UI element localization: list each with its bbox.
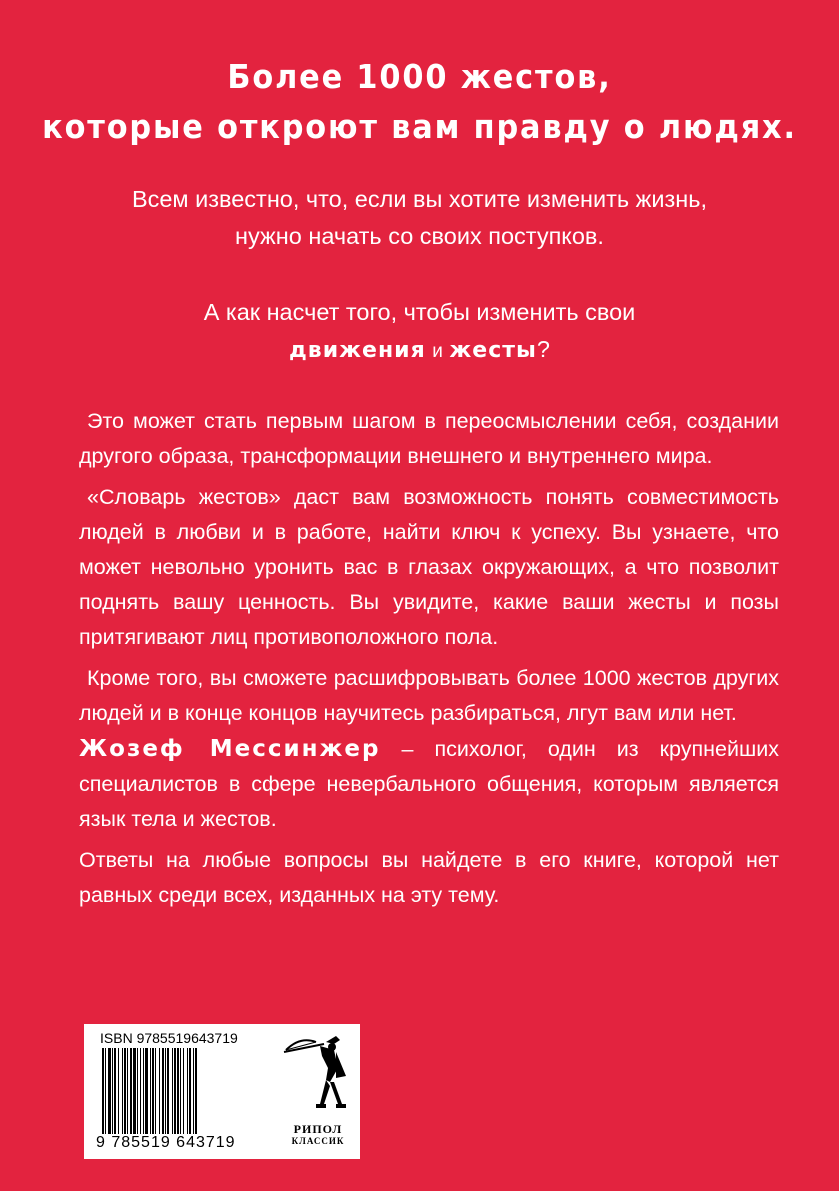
publisher-name: РИПОЛ — [293, 1122, 343, 1136]
description-paragraph-3: Кроме того, вы сможете расшифровывать более 1000 жестов других людей и в конце концов научитесь разбираться, лгут вам или нет. — [79, 666, 779, 725]
question-mark: ? — [536, 336, 550, 362]
author-bio: – психолог, один из крупнейших специалистов в сфере невербального общения, которым является язык тела и жестов. — [79, 737, 779, 831]
question — [0, 294, 839, 370]
description-paragraph-1: Это может стать первым шагом в переосмыслении себя, создании другого образа, трансформации внешнего и внутреннего мира. — [79, 409, 779, 468]
author-section — [79, 732, 779, 913]
author-bio-paragraph — [79, 732, 779, 837]
publisher-logo — [280, 1032, 356, 1156]
barcode-icon — [102, 1048, 262, 1134]
question-line-2 — [0, 331, 839, 370]
intro-line-2: нужно начать со своих поступков. — [235, 223, 604, 249]
intro — [0, 181, 839, 255]
question-line-1: А как насчет того, чтобы изменить свои — [203, 299, 636, 325]
closing-paragraph: Ответы на любые вопросы вы найдете в его книге, которой нет равных среди всех, изданных на эту тему. — [79, 848, 779, 907]
intro-line-1: Всем известно, что, если вы хотите изменить жизнь, — [131, 186, 708, 212]
barcode-digits: 9 785519 643719 — [96, 1134, 236, 1151]
question-word-gestures: жесты — [449, 338, 537, 363]
headline — [34, 52, 806, 152]
headline-line-1: Более 1000 жестов, — [227, 57, 612, 96]
description-paragraph-2: «Словарь жестов» даст вам возможность понять совместимость людей в любви и в работе, найти ключ к успеху. Вы узнаете, что может невольно уронить вас в глазах окружающих, а что позволит поднять вашу ценность. Вы увидите, какие ваши жесты и позы притягивают лиц противоположного пола. — [79, 485, 779, 649]
archer-icon — [280, 1032, 356, 1122]
description — [79, 404, 779, 731]
question-word-movements: движения — [289, 338, 426, 363]
author-name: Жозеф Мессинжер — [79, 736, 381, 762]
barcode-panel — [84, 1024, 360, 1159]
question-conjunction: и — [432, 341, 443, 362]
isbn-label: ISBN 9785519643719 — [100, 1030, 238, 1046]
headline-line-2: которые откроют вам правду о людях. — [42, 107, 797, 146]
publisher-imprint: КЛАССИК — [291, 1136, 345, 1146]
